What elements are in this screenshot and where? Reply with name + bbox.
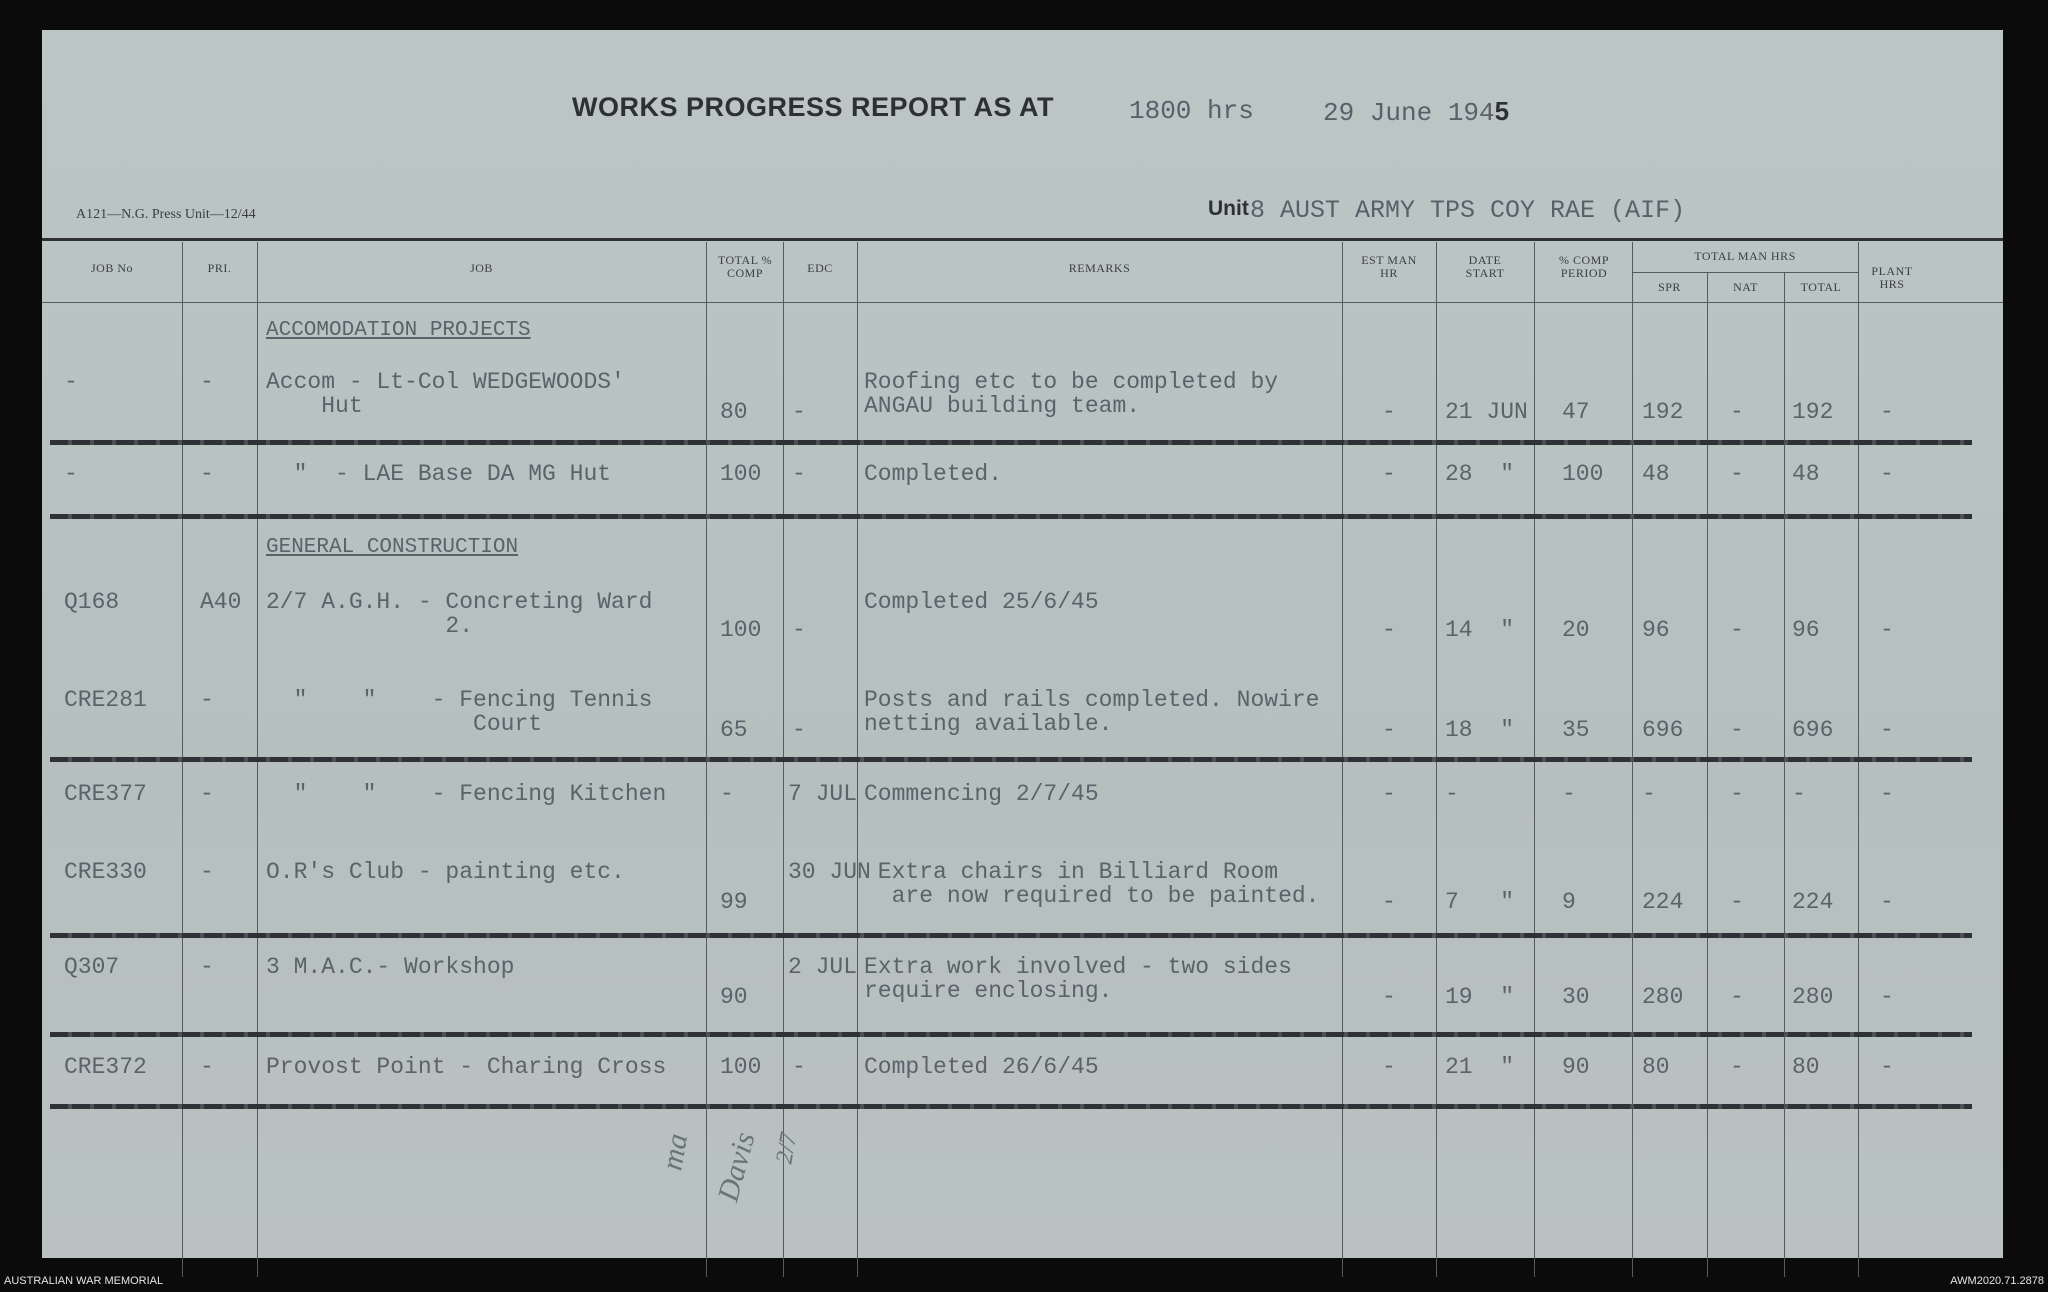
cell-pri: - <box>200 859 214 885</box>
cell-date-start: 21 " <box>1445 1054 1515 1080</box>
section-accommodation: ACCOMODATION PROJECTS <box>266 319 531 342</box>
row-separator <box>50 440 1972 445</box>
cell-total: 96 <box>1792 617 1820 643</box>
cell-total-comp: 65 <box>720 717 748 743</box>
cell-total-comp: 99 <box>720 889 748 915</box>
header-spr: SPR <box>1658 280 1681 294</box>
cell-remarks: Extra work involved - two sides require enclosing. <box>864 954 1292 1004</box>
col-divider <box>1707 272 1708 1277</box>
cell-est-man-hr: - <box>1382 889 1396 915</box>
handwritten-signature: ma <box>655 1130 695 1173</box>
cell-total-comp: 80 <box>720 399 748 425</box>
cell-nat: - <box>1730 461 1744 487</box>
cell-job-no: Q307 <box>64 954 120 980</box>
cell-comp-period: 9 <box>1562 889 1576 915</box>
cell-job-no: - <box>64 369 78 395</box>
footer-accession: AWM2020.71.2878 <box>1950 1275 2044 1287</box>
cell-nat: - <box>1730 889 1744 915</box>
cell-nat: - <box>1730 1054 1744 1080</box>
cell-date-start: 19 " <box>1445 984 1515 1010</box>
row-separator <box>50 1032 1972 1037</box>
cell-est-man-hr: - <box>1382 617 1396 643</box>
cell-spr: 96 <box>1642 617 1670 643</box>
header-date-start: DATE START <box>1465 253 1505 280</box>
cell-est-man-hr: - <box>1382 781 1396 807</box>
row-separator <box>50 514 1972 519</box>
cell-nat: - <box>1730 617 1744 643</box>
row-separator <box>50 1104 1972 1109</box>
cell-edc: - <box>792 399 806 425</box>
header-total-comp: TOTAL % COMP <box>717 253 773 280</box>
cell-plant-hrs: - <box>1880 617 1894 643</box>
cell-job-no: - <box>64 461 78 487</box>
cell-spr: 696 <box>1642 717 1684 743</box>
unit-label: Unit <box>1208 197 1249 220</box>
cell-job: Accom - Lt-Col WEDGEWOODS' Hut <box>266 369 625 419</box>
header-total-man-hrs: TOTAL MAN HRS <box>1694 249 1796 263</box>
cell-job: " " - Fencing Tennis Court <box>293 687 653 737</box>
cell-spr: 192 <box>1642 399 1684 425</box>
header-job-no: JOB No <box>90 261 133 275</box>
cell-total-comp: 100 <box>720 461 762 487</box>
cell-plant-hrs: - <box>1880 1054 1894 1080</box>
cell-job: Provost Point - Charing Cross <box>266 1054 667 1080</box>
cell-job: 3 M.A.C.- Workshop <box>266 954 515 980</box>
cell-total-comp: 100 <box>720 1054 762 1080</box>
cell-est-man-hr: - <box>1382 984 1396 1010</box>
cell-remarks: Roofing etc to be completed by ANGAU building team. <box>864 369 1279 419</box>
cell-spr: - <box>1642 781 1656 807</box>
cell-est-man-hr: - <box>1382 461 1396 487</box>
cell-pri: - <box>200 1054 214 1080</box>
cell-date-start: 7 " <box>1445 889 1515 915</box>
cell-total: 192 <box>1792 399 1834 425</box>
cell-comp-period: 90 <box>1562 1054 1590 1080</box>
report-date: 29 June 1945 <box>1323 96 1510 128</box>
cell-comp-period: - <box>1562 781 1576 807</box>
cell-total: 48 <box>1792 461 1820 487</box>
cell-comp-period: 35 <box>1562 717 1590 743</box>
cell-comp-period: 47 <box>1562 399 1590 425</box>
header-est-man-hr: EST MAN HR <box>1361 253 1417 280</box>
cell-edc: 2 JUL <box>788 954 858 980</box>
cell-job: O.R's Club - painting etc. <box>266 859 625 885</box>
cell-job: 2/7 A.G.H. - Concreting Ward 2. <box>266 589 653 639</box>
cell-edc: - <box>792 1054 806 1080</box>
section-general-construction: GENERAL CONSTRUCTION <box>266 536 519 559</box>
cell-spr: 80 <box>1642 1054 1670 1080</box>
header-total: TOTAL <box>1800 280 1842 294</box>
cell-plant-hrs: - <box>1880 461 1894 487</box>
cell-pri: - <box>200 461 214 487</box>
cell-edc: - <box>792 717 806 743</box>
header-plant-hrs: PLANT HRS <box>1871 264 1913 291</box>
cell-remarks: Commencing 2/7/45 <box>864 781 1099 807</box>
header-comp-period: % COMP PERIOD <box>1558 253 1609 280</box>
cell-total: 224 <box>1792 889 1834 915</box>
cell-nat: - <box>1730 781 1744 807</box>
cell-spr: 224 <box>1642 889 1684 915</box>
cell-nat: - <box>1730 717 1744 743</box>
cell-est-man-hr: - <box>1382 717 1396 743</box>
cell-edc: - <box>792 461 806 487</box>
cell-edc: 7 JUL <box>788 781 858 807</box>
cell-date-start: 14 " <box>1445 617 1515 643</box>
report-sheet <box>42 30 2003 1258</box>
report-title: WORKS PROGRESS REPORT AS AT <box>572 92 1055 122</box>
cell-total: 280 <box>1792 984 1834 1010</box>
cell-pri: - <box>200 781 214 807</box>
cell-pri: - <box>200 954 214 980</box>
col-divider <box>1784 272 1785 1277</box>
cell-plant-hrs: - <box>1880 984 1894 1010</box>
cell-nat: - <box>1730 984 1744 1010</box>
report-time: 1800 hrs <box>1129 96 1254 126</box>
handwritten-signature: Davis <box>711 1128 762 1205</box>
cell-spr: 280 <box>1642 984 1684 1010</box>
unit-value: 8 AUST ARMY TPS COY RAE (AIF) <box>1250 196 1686 225</box>
cell-date-start: 28 " <box>1445 461 1515 487</box>
cell-total: 696 <box>1792 717 1834 743</box>
cell-plant-hrs: - <box>1880 781 1894 807</box>
cell-total-comp: 90 <box>720 984 748 1010</box>
cell-comp-period: 20 <box>1562 617 1590 643</box>
cell-remarks: Completed 26/6/45 <box>864 1054 1099 1080</box>
cell-spr: 48 <box>1642 461 1670 487</box>
cell-plant-hrs: - <box>1880 717 1894 743</box>
cell-job-no: Q168 <box>64 589 120 615</box>
row-separator <box>50 933 1972 938</box>
cell-total-comp: - <box>720 781 734 807</box>
cell-remarks: Extra chairs in Billiard Room are now required to be painted. <box>877 859 1320 909</box>
cell-pri: - <box>200 687 214 713</box>
header-job: JOB <box>470 261 493 275</box>
row-separator <box>50 757 1972 762</box>
cell-plant-hrs: - <box>1880 399 1894 425</box>
cell-est-man-hr: - <box>1382 399 1396 425</box>
table-top-rule <box>42 238 2003 241</box>
cell-job-no: CRE372 <box>64 1054 147 1080</box>
cell-job: " - LAE Base DA MG Hut <box>266 461 612 487</box>
cell-total-comp: 100 <box>720 617 762 643</box>
cell-pri: - <box>200 369 214 395</box>
cell-comp-period: 100 <box>1562 461 1604 487</box>
cell-job-no: CRE281 <box>64 687 147 713</box>
footer-credit: AUSTRALIAN WAR MEMORIAL <box>4 1275 164 1287</box>
header-nat: NAT <box>1733 280 1758 294</box>
cell-comp-period: 30 <box>1562 984 1590 1010</box>
cell-remarks: Posts and rails completed. Nowire netting available. <box>864 687 1320 737</box>
cell-job: " " - Fencing Kitchen <box>266 781 667 807</box>
header-pri: PRI. <box>207 261 232 275</box>
cell-remarks: Completed 25/6/45 <box>864 589 1099 615</box>
cell-edc: - <box>792 617 806 643</box>
man-hrs-subrule <box>1632 272 1858 273</box>
cell-est-man-hr: - <box>1382 1054 1396 1080</box>
cell-pri: A40 <box>200 589 242 615</box>
cell-plant-hrs: - <box>1880 889 1894 915</box>
header-remarks: REMARKS <box>1068 261 1131 275</box>
cell-nat: - <box>1730 399 1744 425</box>
header-bottom-rule <box>42 302 2003 303</box>
cell-date-start: - <box>1445 781 1459 807</box>
cell-total: - <box>1792 781 1806 807</box>
cell-job-no: CRE377 <box>64 781 147 807</box>
cell-date-start: 18 " <box>1445 717 1515 743</box>
cell-job-no: CRE330 <box>64 859 147 885</box>
handwritten-initials: 2/7 <box>771 1131 803 1166</box>
cell-total: 80 <box>1792 1054 1820 1080</box>
form-number: A121—N.G. Press Unit—12/44 <box>76 207 256 222</box>
cell-remarks: Completed. <box>864 461 1003 487</box>
header-edc: EDC <box>807 261 833 275</box>
cell-edc: 30 JUN <box>788 859 871 885</box>
cell-date-start: 21 JUN <box>1445 399 1528 425</box>
